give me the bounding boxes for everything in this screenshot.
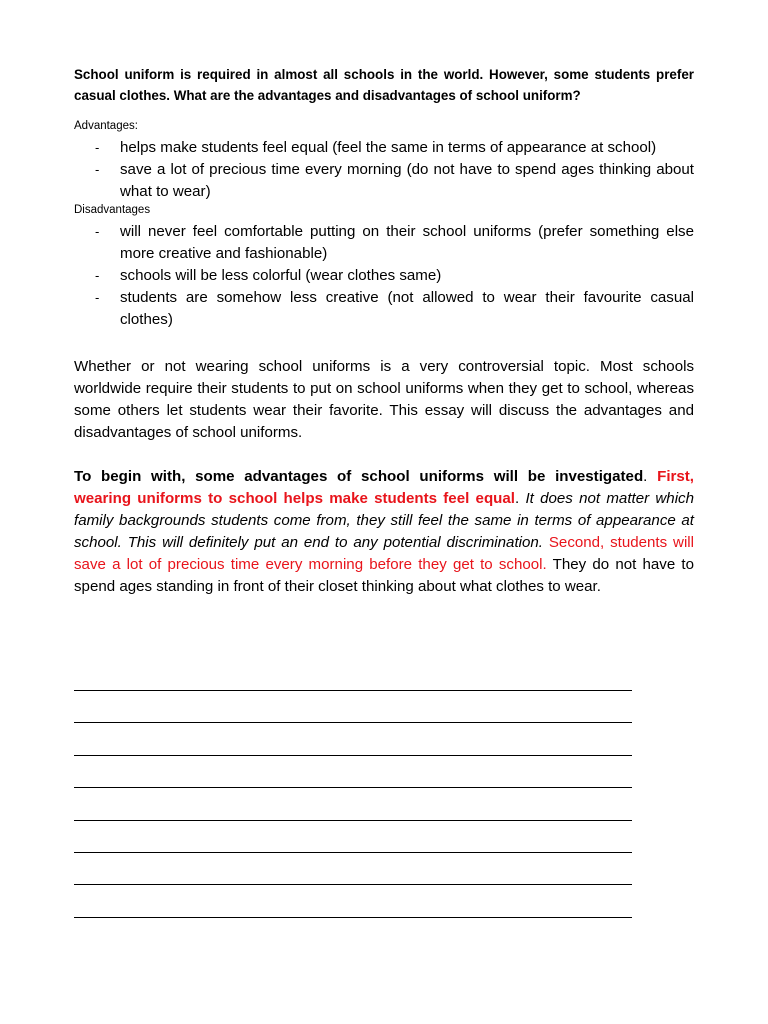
list-item: [74, 221, 694, 265]
writing-line[interactable]: [74, 884, 632, 885]
bullet-dash: -: [95, 268, 100, 283]
writing-line[interactable]: [74, 787, 632, 788]
list-item: [74, 265, 694, 287]
writing-line[interactable]: [74, 755, 632, 756]
list-item: [74, 159, 694, 203]
topic-sentence: To begin with, some advantages of school uniforms will be investigated: [74, 468, 644, 485]
first-explanation: It does not matter which family backgrounds students come from, they still feel the same in terms of appearance at school. This will definitely put an end to any potential discrimination.: [74, 490, 694, 551]
bullet-dash: -: [95, 162, 100, 177]
advantage-text: save a lot of precious time every morning (do not have to spend ages thinking about what to wear): [120, 161, 694, 200]
writing-line[interactable]: [74, 917, 632, 918]
writing-line[interactable]: [74, 690, 632, 691]
writing-line[interactable]: [74, 852, 632, 853]
disadvantage-text: students are somehow less creative (not allowed to wear their favourite casual clothes): [120, 289, 694, 328]
writing-line[interactable]: [74, 722, 632, 723]
disadvantages-list: [74, 221, 694, 331]
disadvantage-text: will never feel comfortable putting on their school uniforms (prefer something else more creative and fashionable): [120, 223, 694, 262]
writing-lines[interactable]: [74, 690, 632, 949]
second-point: Second, students will save a lot of precious time every morning before they get to school.: [74, 534, 695, 573]
period: .: [643, 468, 658, 485]
second-explanation: They do not have to spend ages standing in front of their closet thinking about what clothes to wear.: [74, 556, 694, 595]
bullet-dash: -: [95, 140, 100, 155]
disadvantage-text: schools will be less colorful (wear clothes same): [120, 267, 442, 284]
introduction-paragraph: Whether or not wearing school uniforms is a very controversial topic. Most schools worldwide require their students to put on school uniforms when they get to school, whereas some others let students wear their favorite. This essay will discuss the advantages and disadvantages of school uniforms.: [74, 358, 694, 441]
worksheet-page: [74, 64, 694, 598]
first-point: First, wearing uniforms to school helps make students feel equal: [74, 468, 694, 507]
writing-line[interactable]: [74, 820, 632, 821]
essay-question: School uniform is required in almost all schools in the world. However, some students prefer casual clothes. What are the advantages and disadvantages of school uniform?: [74, 67, 694, 103]
period: .: [514, 490, 526, 507]
bullet-dash: -: [95, 224, 100, 239]
advantages-label: Advantages:: [74, 120, 138, 132]
body-paragraph: [74, 466, 694, 598]
disadvantages-label: Disadvantages: [74, 204, 151, 216]
list-item: [74, 137, 694, 159]
advantage-text: helps make students feel equal (feel the same in terms of appearance at school): [120, 139, 657, 156]
bullet-dash: -: [95, 290, 100, 305]
advantages-list: [74, 137, 694, 203]
list-item: [74, 287, 694, 331]
